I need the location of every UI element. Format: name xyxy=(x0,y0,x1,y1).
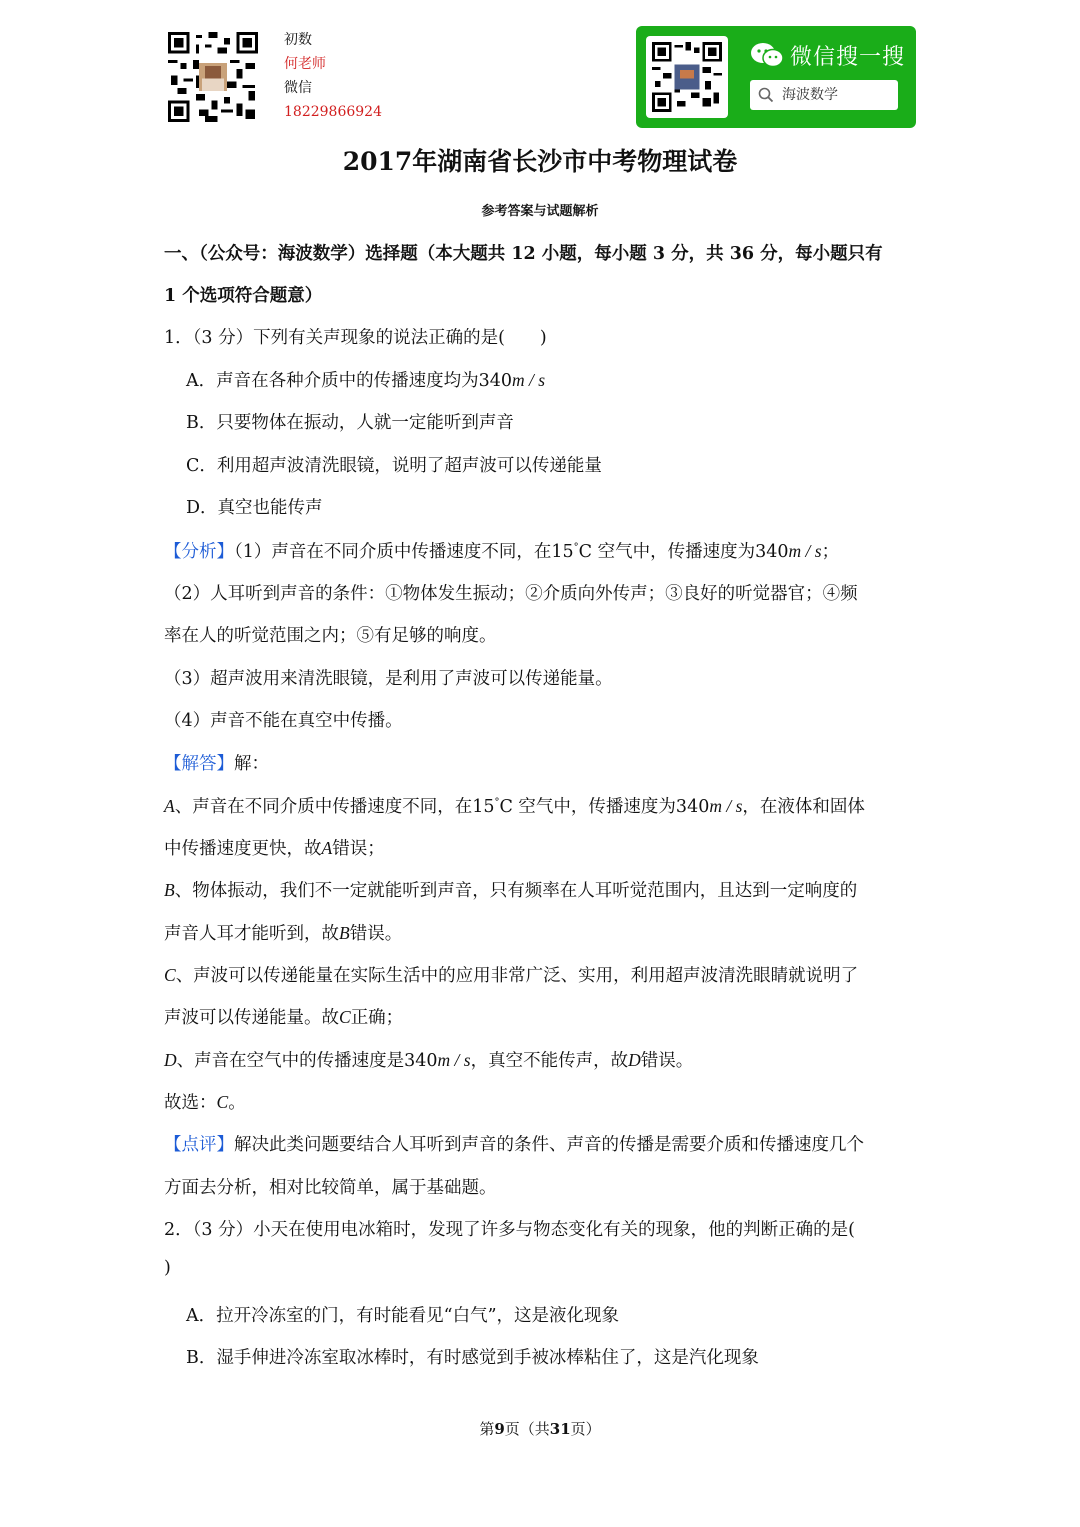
var: C xyxy=(339,1007,351,1027)
text: 错误。 xyxy=(349,924,403,944)
var: C xyxy=(164,965,176,985)
page-subtitle: 参考答案与试题解析 xyxy=(481,204,599,219)
comment-line-1 xyxy=(164,1131,864,1156)
wechat-qr-container xyxy=(646,36,728,118)
section-heading: 一、（公众号：海波数学）选择题（本大题共 12 小题，每小题 3 分，共 36 分，每小题只有 xyxy=(164,244,883,264)
analysis-line-1 xyxy=(164,538,839,563)
answer-intro: 解： xyxy=(234,754,269,774)
text: C 空气中，传播速度为340 xyxy=(499,797,710,817)
answer-c-line-2 xyxy=(164,1004,403,1029)
footer-text: 页） xyxy=(570,1420,601,1438)
unit: m / s xyxy=(437,1050,471,1070)
analysis-text: （1）声音在不同介质中传播速度不同，在15 xyxy=(234,542,574,562)
text: 解决此类问题要结合人耳听到声音的条件、声音的传播是需要介质和传播速度几个 xyxy=(234,1135,864,1155)
option-a-text: A．声音在各种介质中的传播速度均为340 xyxy=(186,371,513,391)
footer-text: 页（共 xyxy=(504,1420,550,1438)
question-1-option-b: B．只要物体在振动，人就一定能听到声音 xyxy=(186,413,514,433)
contact-phone: 18229866924 xyxy=(284,104,382,120)
unit: m / s xyxy=(512,370,546,390)
analysis-text: C 空气中，传播速度为340 xyxy=(578,542,789,562)
var: D xyxy=(628,1050,641,1070)
question-2-option-a: A．拉开冷冻室的门，有时能看见“白气”，这是液化现象 xyxy=(186,1306,620,1326)
question-2-stem-cont: ) xyxy=(164,1258,171,1278)
var: A xyxy=(321,838,333,858)
contact-teacher-name: 何老师 xyxy=(284,56,326,72)
text: 、物体振动，我们不一定就能听到声音，只有频率在人耳听觉范围内，且达到一定响度的 xyxy=(174,881,858,901)
answer-d-line xyxy=(164,1047,693,1072)
question-2-option-b: B．湿手伸进冷冻室取冰棒时，有时感觉到手被冰棒粘住了，这是汽化现象 xyxy=(186,1348,759,1368)
var: A xyxy=(164,796,175,816)
contact-line-3: 微信 xyxy=(284,80,312,96)
page-total: 31 xyxy=(549,1420,571,1438)
answer-a-line-2 xyxy=(164,835,385,860)
text: 、声音在空气中的传播速度是340 xyxy=(176,1051,438,1071)
text: 、声音在不同介质中传播速度不同，在15 xyxy=(174,797,495,817)
analysis-line-3: 率在人的听觉范围之内；⑤有足够的响度。 xyxy=(164,626,497,646)
analysis-line-5: （4）声音不能在真空中传播。 xyxy=(164,711,403,731)
page-title: 2017年湖南省长沙市中考物理试卷 xyxy=(342,147,738,176)
wechat-search-title: 微信搜一搜 xyxy=(790,45,906,70)
text: 、声波可以传递能量在实际生活中的应用非常广泛、实用，利用超声波清洗眼睛就说明了 xyxy=(175,966,859,986)
qr-code-icon xyxy=(652,42,722,112)
unit: m / s xyxy=(788,541,822,561)
page-footer xyxy=(0,1418,1080,1439)
wechat-search-box[interactable] xyxy=(750,80,898,110)
answer-b-line-1 xyxy=(164,877,857,902)
section-heading-cont: 1 个选项符合题意） xyxy=(164,286,323,306)
analysis-line-4: （3）超声波用来清洗眼镜，是利用了声波可以传递能量。 xyxy=(164,669,613,689)
question-1-option-d: D．真空也能传声 xyxy=(186,498,323,518)
text: 故选： xyxy=(164,1093,217,1113)
question-1-stem: 1．（3 分）下列有关声现象的说法正确的是( ) xyxy=(164,328,547,348)
text: 声波可以传递能量。故 xyxy=(164,1008,339,1028)
analysis-line-2: （2）人耳听到声音的条件：①物体发生振动；②介质向外传声；③良好的听觉器官；④频 xyxy=(164,584,858,604)
text: 。 xyxy=(228,1093,246,1113)
answer-a-line-1 xyxy=(164,793,865,818)
contact-line-1: 初数 xyxy=(284,32,312,48)
text: 错误； xyxy=(332,839,385,859)
wechat-search-query: 海波数学 xyxy=(782,87,838,103)
text: ，在液体和固体 xyxy=(742,797,865,817)
contact-info xyxy=(284,28,382,124)
answer-tag: 【解答】 xyxy=(164,754,234,774)
analysis-tag: 【分析】 xyxy=(164,542,234,562)
wechat-logo-icon xyxy=(750,42,784,68)
var: B xyxy=(339,923,350,943)
var: C xyxy=(216,1092,229,1112)
text: 中传播速度更快，故 xyxy=(164,839,322,859)
answer-choice xyxy=(164,1089,246,1114)
var: B xyxy=(164,880,175,900)
question-1-option-a xyxy=(186,367,545,392)
footer-text: 第 xyxy=(479,1420,495,1438)
text: ，真空不能传声，故 xyxy=(470,1051,629,1071)
text: 错误。 xyxy=(640,1051,694,1071)
comment-line-2: 方面去分析，相对比较简单，属于基础题。 xyxy=(164,1178,497,1198)
question-1-option-c: C．利用超声波清洗眼镜，说明了超声波可以传递能量 xyxy=(186,456,602,476)
degree-sign: ° xyxy=(494,797,500,809)
answer-b-line-2 xyxy=(164,920,402,945)
qr-code-icon xyxy=(168,32,258,122)
text: 正确； xyxy=(350,1008,404,1028)
comment-tag: 【点评】 xyxy=(164,1135,234,1155)
search-icon xyxy=(758,87,774,103)
unit: m / s xyxy=(709,796,743,816)
answer-c-line-1 xyxy=(164,962,858,987)
var: D xyxy=(164,1050,177,1070)
answer-heading xyxy=(164,750,269,775)
text: 声音人耳才能听到，故 xyxy=(164,924,339,944)
degree-sign: ° xyxy=(573,542,579,554)
wechat-search-banner[interactable] xyxy=(636,26,916,128)
page-number: 9 xyxy=(494,1420,505,1438)
question-2-stem: 2．（3 分）小天在使用电冰箱时，发现了许多与物态变化有关的现象，他的判断正确的是( xyxy=(164,1220,855,1240)
analysis-text: ； xyxy=(821,542,840,562)
